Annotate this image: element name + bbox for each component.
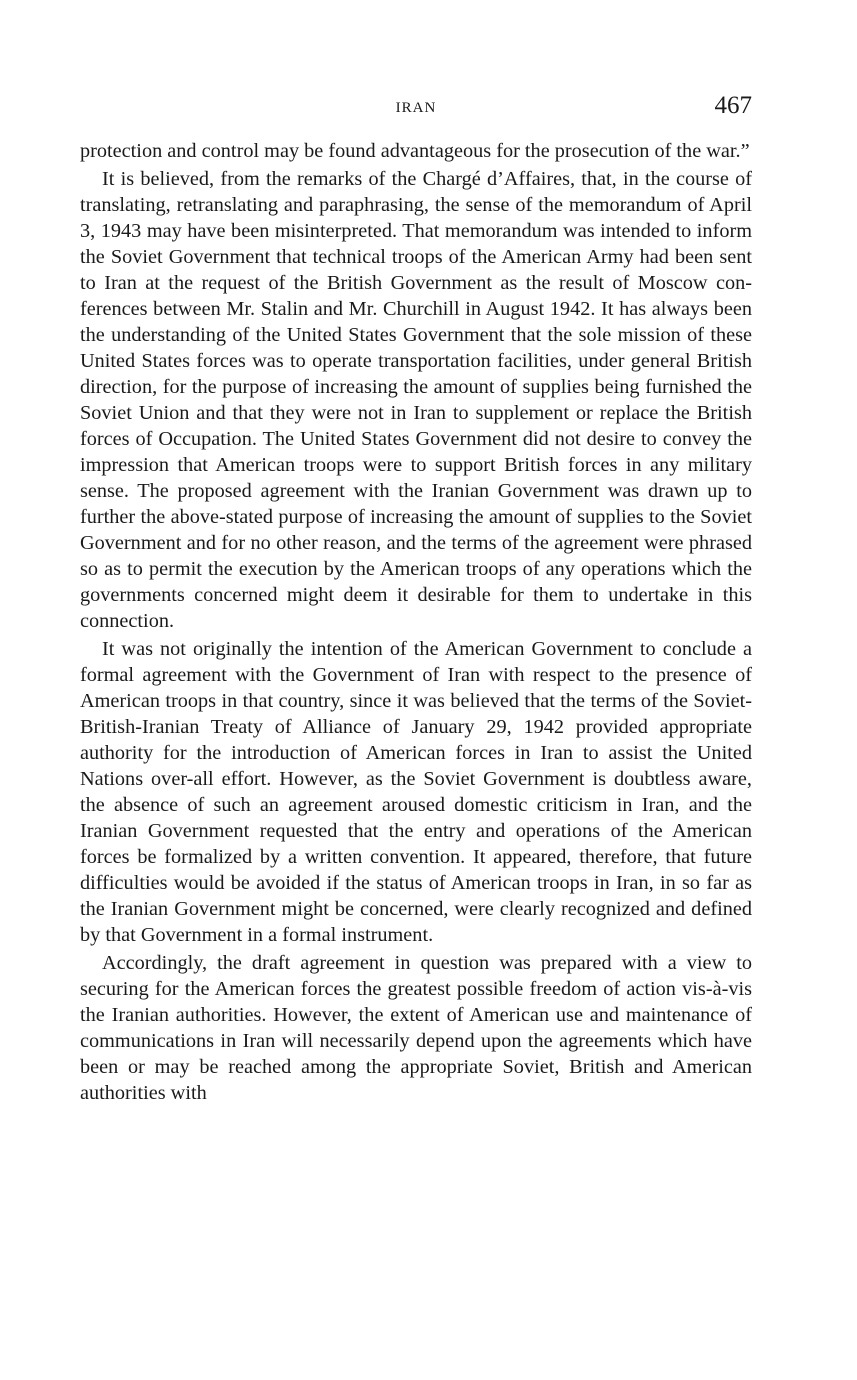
paragraph-continuation: protection and control may be found advantageous for the prosecution of the war.” [80, 140, 750, 162]
paragraph-draft-agreement: Accordingly, the draft agreement in question was prepared with a view to securing for the American forces the greatest possible freedom of action vis-à-vis the Iranian authorities. However, the extent of American use and maintenance of communications in Iran will necessarily depend upon the agreements which have been or may be reached among the appropriate Soviet, British and American authorities with [80, 952, 752, 1104]
running-head-title: IRAN [395, 100, 437, 116]
body-text [80, 138, 752, 1106]
page-number: 467 [714, 92, 752, 119]
paragraph-formal-agreement: It was not originally the intention of the American Government to conclude a formal agreement with the Government of Iran with respect to the presence of American troops in that country, since it was believed that the terms of the Soviet-British-Iranian Treaty of Alliance of January 29, 1942 provided appropriate authority for the introduction of American forces in Iran to assist the United Nations over-all effort. However, as the Soviet Government is doubtless aware, the absence of such an agreement aroused domestic criticism in Iran, and the Iranian Government requested that the entry and operations of the American forces be formalized by a written convention. It appeared, therefore, that future difficulties would be avoided if the status of American troops in Iran, in so far as the Iranian Government might be concerned, were clearly recognized and defined by that Government in a formal instrument. [80, 638, 752, 946]
running-header [80, 92, 752, 128]
paragraph-charge-remarks: It is believed, from the remarks of the Chargé d’Affaires, that, in the course of translating, retranslating and paraphrasing, the sense of the memorandum of April 3, 1943 may have been misinterpreted. That memorandum was intended to inform the Soviet Government that technical troops of the American Army had been sent to Iran at the request of the British Government as the result of Moscow conferences between Mr. Stalin and Mr. Churchill in August 1942. It has always been the understanding of the United States Government that the sole mission of these United States forces was to operate transportation facilities, under general British direction, for the purpose of increasing the amount of supplies being furnished the Soviet Union and that they were not in Iran to supplement or replace the British forces of Occupation. The United States Government did not desire to convey the impression that American troops were to support British forces in any military sense. The proposed agreement with the Iranian Government was drawn up to further the above-stated purpose of increasing the amount of supplies to the Soviet Government and for no other reason, and the terms of the agreement were phrased so as to permit the execution by the American troops of any operations which the governments concerned might deem it desirable for them to undertake in this connection. [80, 168, 752, 632]
document-page [80, 92, 752, 1106]
